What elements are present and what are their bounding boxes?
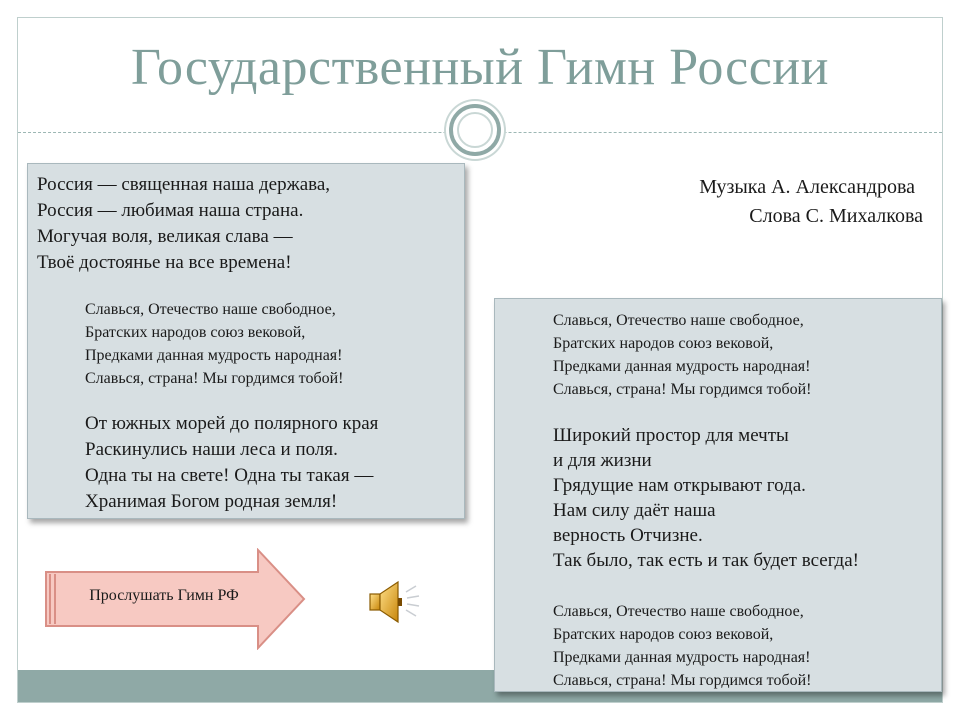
chorus <box>553 600 811 692</box>
anthem-text-box-left <box>27 163 465 519</box>
verse-line: Твоё достоянье на все времена! <box>37 252 292 273</box>
verse-line: Грядущие нам открывают года. <box>553 475 806 496</box>
verse-line: верность Отчизне. <box>553 525 703 546</box>
credits <box>699 173 923 231</box>
verse-line: От южных морей до полярного края <box>85 413 379 434</box>
verse-line: Нам силу даёт наша <box>553 500 716 521</box>
listen-anthem-button[interactable] <box>44 548 306 650</box>
chorus-line: Братских народов союз вековой, <box>553 335 774 352</box>
divider-ring-ornament <box>449 104 501 156</box>
speaker-icon[interactable] <box>366 578 422 626</box>
chorus <box>85 298 343 390</box>
verse-line: и для жизни <box>553 450 652 471</box>
verse-line: Так было, так есть и так будет всегда! <box>553 550 859 571</box>
chorus-line: Славься, страна! Мы гордимся тобой! <box>553 672 812 689</box>
chorus-line: Славься, Отечество наше свободное, <box>85 301 336 318</box>
verse-1 <box>37 172 330 276</box>
verse-line: Россия — священная наша держава, <box>37 174 331 195</box>
music-credit: Музыка А. Александрова <box>699 176 915 198</box>
verse-line: Раскинулись наши леса и поля. <box>85 439 338 460</box>
chorus-line: Предками данная мудрость народная! <box>553 358 811 375</box>
anthem-text-box-right <box>494 298 942 692</box>
chorus-line: Братских народов союз вековой, <box>553 626 774 643</box>
verse-line: Широкий простор для мечты <box>553 425 789 446</box>
chorus-line: Предками данная мудрость народная! <box>553 649 811 666</box>
chorus-line: Предками данная мудрость народная! <box>85 347 343 364</box>
slide-title: Государственный Гимн России <box>131 39 829 96</box>
words-credit: Слова С. Михалкова <box>749 205 923 227</box>
chorus-line: Славься, Отечество наше свободное, <box>553 603 804 620</box>
verse-3 <box>553 423 859 573</box>
chorus-line: Славься, Отечество наше свободное, <box>553 312 804 329</box>
verse-2 <box>85 411 378 515</box>
verse-line: Хранимая Богом родная земля! <box>85 491 338 512</box>
chorus-line: Славься, страна! Мы гордимся тобой! <box>553 381 812 398</box>
verse-line: Россия — любимая наша страна. <box>37 200 304 221</box>
verse-line: Могучая воля, великая слава — <box>37 226 293 247</box>
chorus <box>553 309 811 401</box>
verse-line: Одна ты на свете! Одна ты такая — <box>85 465 374 486</box>
chorus-line: Братских народов союз вековой, <box>85 324 306 341</box>
chorus-line: Славься, страна! Мы гордимся тобой! <box>85 370 344 387</box>
listen-button-label: Прослушать Гимн РФ <box>89 587 239 604</box>
